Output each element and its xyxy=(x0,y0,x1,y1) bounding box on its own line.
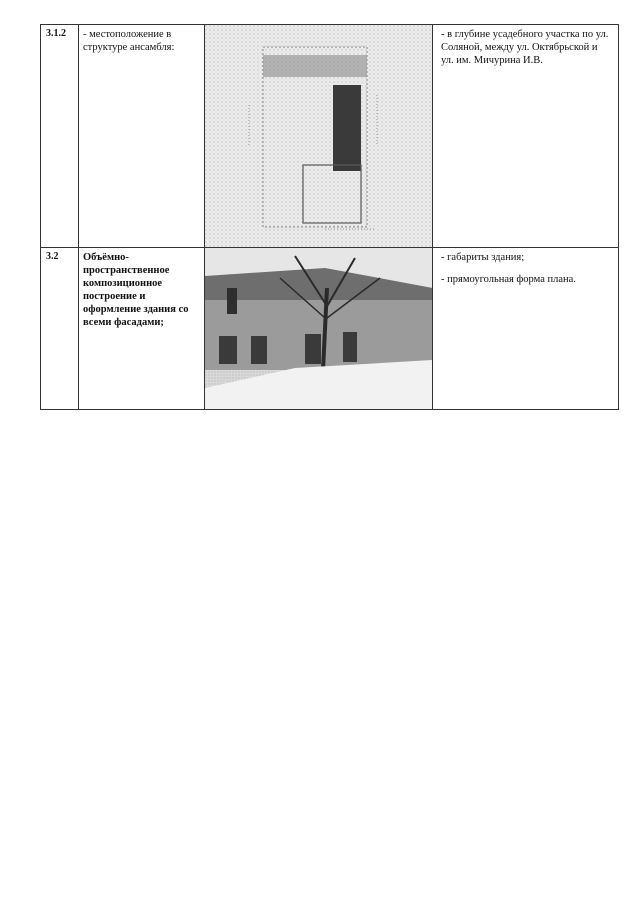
row-number-cell xyxy=(41,25,79,248)
row-description-cell xyxy=(433,248,619,410)
row-name: Объёмно-пространственное композиционное построение и оформление здания со всеми фасадами; xyxy=(83,252,189,328)
description-item: - в глубине усадебного участка по ул. Соляной, между ул. Октябрьской и ул. им. Мичурина И.В. xyxy=(441,29,609,66)
protection-subject-table xyxy=(40,24,619,410)
row-number-cell xyxy=(41,248,79,410)
row-name-cell xyxy=(79,25,205,248)
row-description-cell xyxy=(433,25,619,248)
table-row xyxy=(41,25,619,248)
row-number: 3.2 xyxy=(46,251,59,262)
site-plan-image xyxy=(205,25,433,248)
table-row xyxy=(41,248,619,410)
description-item: - габариты здания; xyxy=(441,252,525,263)
description-item: - прямоугольная форма плана. xyxy=(441,274,576,285)
row-number: 3.1.2 xyxy=(46,28,66,39)
row-name: - местоположение в структуре ансамбля: xyxy=(83,29,175,53)
row-name-cell xyxy=(79,248,205,410)
building-photo-image xyxy=(205,248,433,410)
